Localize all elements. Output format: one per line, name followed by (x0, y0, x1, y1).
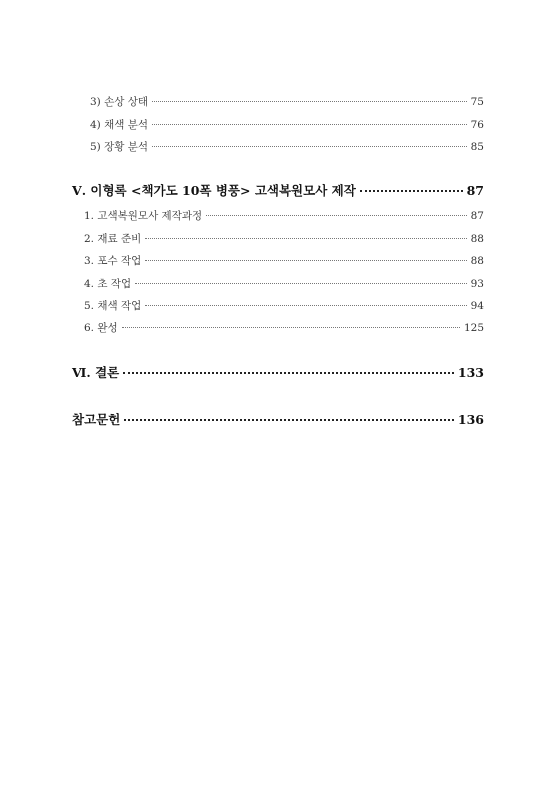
toc-entry-label: 2. 재료 준비 (84, 233, 142, 245)
toc-entry-page: 87 (470, 210, 484, 222)
toc-entry-label: 6. 완성 (84, 322, 118, 334)
toc-entry-mounting-analysis (90, 139, 484, 154)
dot-leader (145, 238, 466, 239)
toc-entry-page: 94 (470, 300, 484, 312)
toc-entry-material-preparation (84, 231, 484, 246)
toc-entry-page: 93 (470, 278, 484, 290)
toc-entry-page: 88 (470, 233, 484, 245)
toc-entry-page: 76 (470, 119, 484, 131)
toc-entry-label: 4. 초 작업 (84, 278, 132, 290)
dot-leader (360, 190, 463, 192)
toc-entry-damage-condition (90, 94, 484, 109)
toc-section-page: 136 (457, 412, 484, 427)
toc-entry-label: 5. 채색 작업 (84, 300, 142, 312)
toc-entry-page: 125 (463, 322, 484, 334)
dot-leader (145, 305, 466, 306)
toc-entry-completion (84, 320, 484, 335)
dot-leader (152, 124, 467, 125)
dot-leader (206, 215, 467, 216)
dot-leader (135, 283, 467, 284)
toc-references (72, 410, 484, 428)
toc-entry-label: 3. 포수 작업 (84, 255, 142, 267)
toc-section-label: Ⅴ. 이형록 <책가도 10폭 병풍> 고색복원모사 제작 (72, 183, 356, 198)
dot-leader (152, 101, 467, 102)
toc-entry-page: 85 (470, 141, 484, 153)
toc-entry-reproduction-process (84, 208, 484, 223)
toc-entry-label: 4) 채색 분석 (90, 119, 149, 131)
toc-entry-coloring-work (84, 298, 484, 313)
toc-section-label: 참고문헌 (72, 412, 121, 427)
dot-leader (123, 372, 454, 374)
toc-entry-sizing-work (84, 253, 484, 268)
toc-entry-label: 1. 고색복원모사 제작과정 (84, 210, 203, 222)
dot-leader (122, 327, 460, 328)
toc-entry-label: 5) 장황 분석 (90, 141, 149, 153)
toc-entry-underdrawing-work (84, 276, 484, 291)
toc-entry-page: 88 (470, 255, 484, 267)
toc-section-label: Ⅵ. 결론 (72, 365, 120, 380)
dot-leader (145, 260, 466, 261)
toc-entry-page: 75 (470, 96, 484, 108)
toc-entry-color-analysis (90, 117, 484, 132)
toc-entry-label: 3) 손상 상태 (90, 96, 149, 108)
toc-section-page: 133 (457, 365, 484, 380)
toc-section-page: 87 (466, 183, 484, 198)
toc-section-6 (72, 363, 484, 381)
dot-leader (124, 419, 454, 421)
toc-section-5 (72, 181, 484, 199)
dot-leader (152, 146, 467, 147)
